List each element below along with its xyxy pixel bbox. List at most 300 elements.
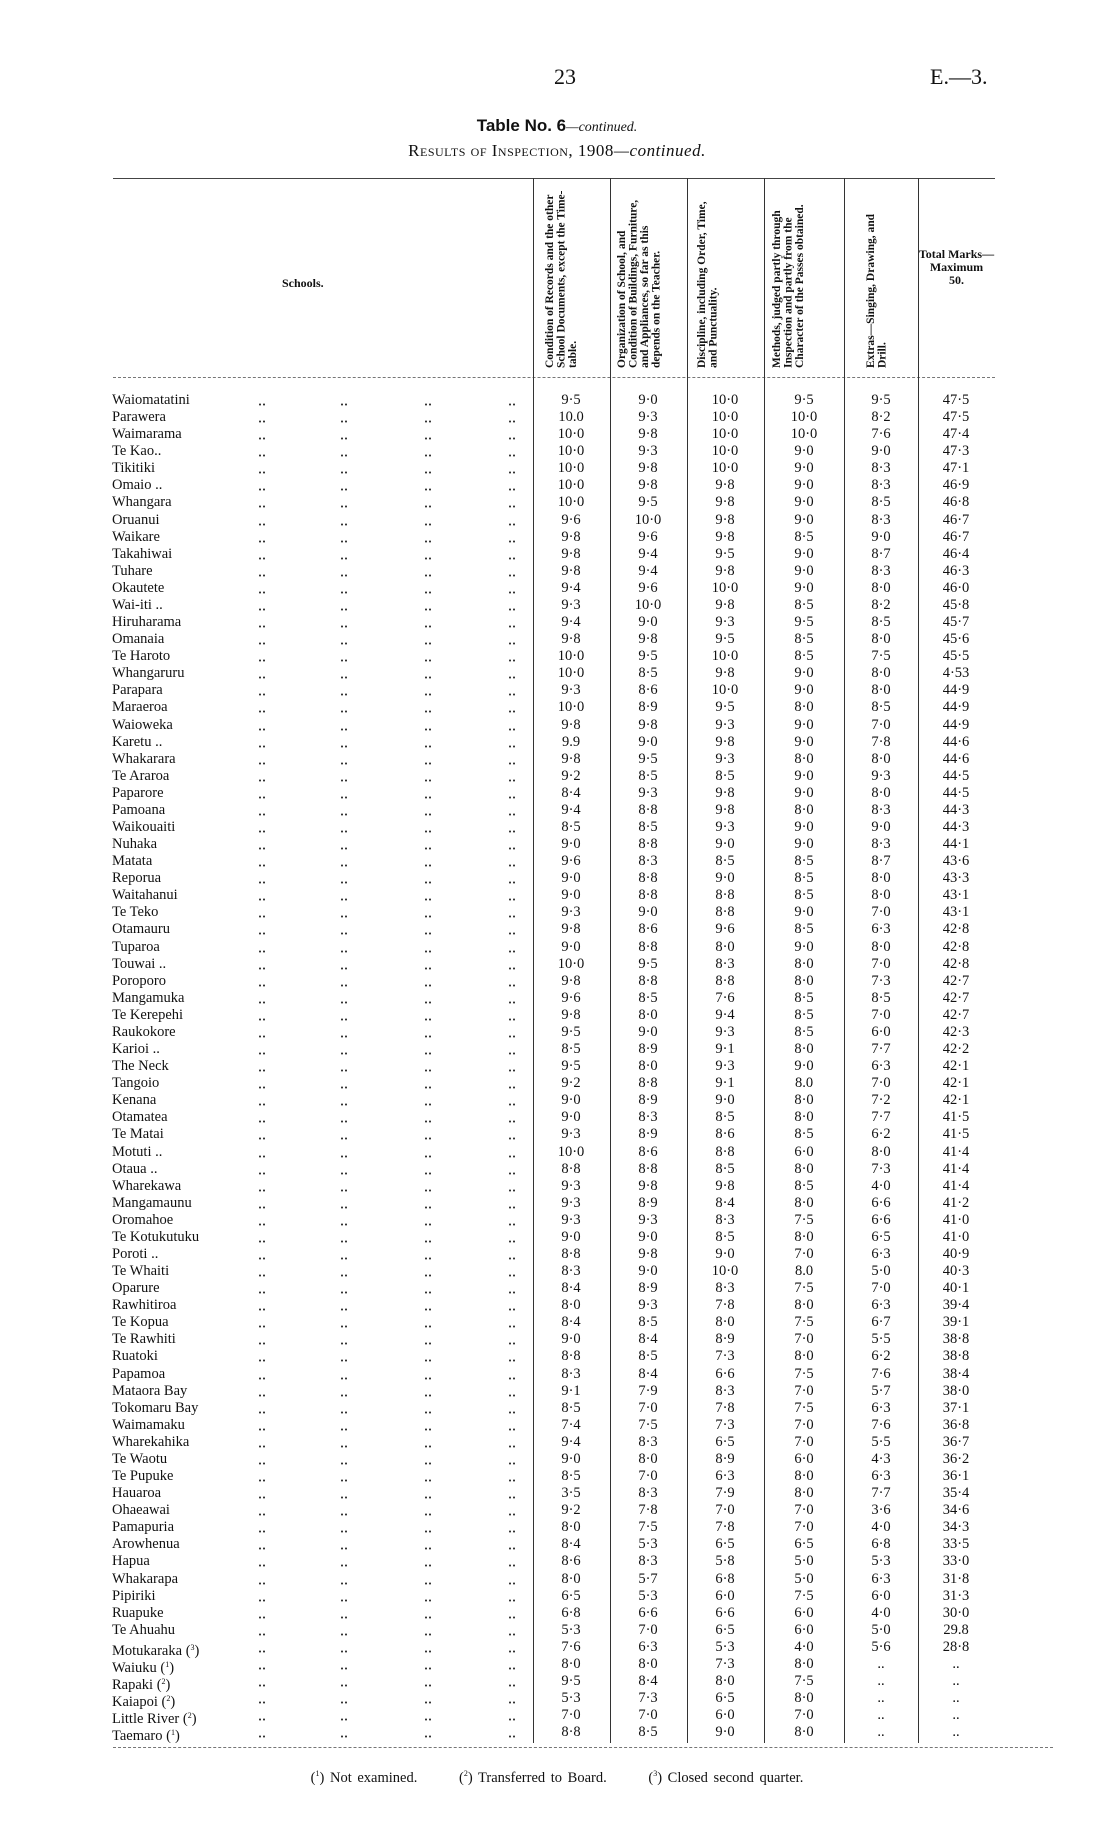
cell-total: 33·0 bbox=[942, 1553, 970, 1570]
leader-dots bbox=[258, 1462, 266, 1465]
cell-methods: 7·5 bbox=[794, 1587, 814, 1604]
cell-methods: 7·5 bbox=[794, 1280, 814, 1297]
cell-methods: 4·0 bbox=[794, 1638, 814, 1655]
leader-dots bbox=[508, 1206, 516, 1209]
leader-dots bbox=[508, 950, 516, 953]
cell-total: 44·5 bbox=[942, 767, 970, 784]
school-name: Hiruharama bbox=[112, 614, 182, 631]
leader-dots bbox=[340, 642, 348, 645]
footnote: ($^3$) Closed second quarter. bbox=[648, 1769, 804, 1786]
leader-dots bbox=[340, 864, 348, 867]
school-name: Te Waotu bbox=[112, 1450, 168, 1467]
cell-extras: 6·3 bbox=[871, 1468, 891, 1485]
leader-dots bbox=[508, 471, 516, 474]
cell-organization: 9·5 bbox=[638, 955, 658, 972]
table-row bbox=[0, 648, 1114, 665]
cell-discipline: 7·6 bbox=[715, 989, 735, 1006]
leader-dots bbox=[424, 1735, 432, 1738]
leader-dots bbox=[508, 505, 516, 508]
leader-dots bbox=[258, 505, 266, 508]
cell-extras: 7·0 bbox=[871, 716, 891, 733]
table-row bbox=[0, 1519, 1114, 1536]
cell-discipline: 8·8 bbox=[715, 1143, 735, 1160]
table-row bbox=[0, 939, 1114, 956]
leader-dots bbox=[340, 1257, 348, 1260]
leader-dots bbox=[340, 1359, 348, 1362]
cell-discipline: 7·3 bbox=[715, 1416, 735, 1433]
leader-dots bbox=[258, 881, 266, 884]
table-row bbox=[0, 751, 1114, 768]
leader-dots bbox=[424, 1155, 432, 1158]
cell-methods: 8·0 bbox=[794, 1655, 814, 1672]
cell-methods: 7·0 bbox=[794, 1246, 814, 1262]
cell-discipline: 8·8 bbox=[715, 904, 735, 921]
leader-dots bbox=[340, 1155, 348, 1158]
cell-discipline: 9·8 bbox=[715, 1177, 735, 1194]
table-row bbox=[0, 836, 1114, 853]
school-name: Te Pupuke bbox=[112, 1468, 174, 1485]
table-row bbox=[0, 426, 1114, 443]
cell-methods: 7·0 bbox=[794, 1502, 814, 1519]
leader-dots bbox=[258, 1359, 266, 1362]
leader-dots bbox=[424, 1069, 432, 1072]
cell-extras: 7·7 bbox=[871, 1041, 891, 1058]
leader-dots bbox=[508, 1513, 516, 1516]
cell-methods: 8·0 bbox=[794, 1092, 814, 1109]
leader-dots bbox=[340, 898, 348, 901]
cell-records: 9·1 bbox=[561, 1382, 581, 1399]
table-row bbox=[0, 1588, 1114, 1605]
school-name: Matata bbox=[112, 853, 153, 870]
school-name: Whangaruru bbox=[112, 665, 185, 682]
leader-dots bbox=[340, 523, 348, 526]
footnote-ref: ($^2$) bbox=[157, 1694, 176, 1711]
cell-methods: 9·0 bbox=[794, 733, 814, 750]
cell-discipline: 9·8 bbox=[715, 596, 735, 613]
leader-dots bbox=[424, 728, 432, 731]
cell-records: 9·5 bbox=[561, 392, 581, 408]
leader-dots bbox=[508, 1428, 516, 1431]
cell-discipline: 7·8 bbox=[715, 1297, 735, 1314]
cell-total: 43·1 bbox=[942, 887, 970, 904]
cell-records: 9·4 bbox=[561, 614, 581, 631]
cell-records: 9·4 bbox=[561, 579, 581, 596]
leader-dots bbox=[258, 1530, 266, 1533]
leader-dots bbox=[508, 745, 516, 748]
cell-organization: 8·5 bbox=[638, 767, 658, 784]
school-name: Hapua bbox=[112, 1553, 150, 1570]
table-row bbox=[0, 631, 1114, 648]
leader-dots bbox=[340, 488, 348, 491]
table-row bbox=[0, 1400, 1114, 1417]
leader-dots bbox=[424, 642, 432, 645]
cell-extras: .. bbox=[877, 1707, 885, 1724]
leader-dots bbox=[424, 932, 432, 935]
cell-records: 8·4 bbox=[561, 1280, 581, 1297]
cell-total: 42·8 bbox=[942, 938, 970, 955]
school-name: Te Matai bbox=[112, 1126, 164, 1143]
table-row bbox=[0, 990, 1114, 1007]
school-name: Oromahoe bbox=[112, 1211, 174, 1228]
cell-total: 36·1 bbox=[942, 1468, 970, 1485]
cell-organization: 7·8 bbox=[638, 1502, 658, 1519]
cell-total: 47·5 bbox=[942, 392, 970, 408]
cell-extras: 5·6 bbox=[871, 1638, 891, 1655]
leader-dots bbox=[340, 710, 348, 713]
cell-records: 8·6 bbox=[561, 1553, 581, 1570]
table-row bbox=[0, 1638, 1114, 1659]
cell-organization: 8·3 bbox=[638, 1433, 658, 1450]
leader-dots bbox=[258, 1394, 266, 1397]
leader-dots bbox=[424, 420, 432, 423]
cell-methods: 7·0 bbox=[794, 1416, 814, 1433]
cell-discipline: 8·4 bbox=[715, 1194, 735, 1211]
leader-dots bbox=[258, 950, 266, 953]
cell-extras: 8·7 bbox=[871, 853, 891, 870]
header-total-line: 50. bbox=[949, 273, 964, 287]
cell-records: 9·8 bbox=[561, 545, 581, 562]
cell-organization: 8·9 bbox=[638, 1280, 658, 1297]
cell-extras: 7·3 bbox=[871, 1160, 891, 1177]
cell-total: 43·1 bbox=[942, 904, 970, 921]
table-row bbox=[0, 1707, 1114, 1728]
cell-total: 42·3 bbox=[942, 1023, 970, 1040]
school-name: Poroti .. bbox=[112, 1246, 159, 1262]
school-name: Whangara bbox=[112, 494, 172, 511]
cell-organization: 9·0 bbox=[638, 1263, 658, 1280]
cell-extras: 6·3 bbox=[871, 1297, 891, 1314]
cell-records: 10·0 bbox=[557, 955, 585, 972]
cell-organization: 8·8 bbox=[638, 972, 658, 989]
cell-methods: 8·5 bbox=[794, 870, 814, 887]
leader-dots bbox=[340, 813, 348, 816]
cell-discipline: 8·8 bbox=[715, 972, 735, 989]
leader-dots bbox=[258, 1650, 266, 1653]
leader-dots bbox=[424, 1479, 432, 1482]
leader-dots bbox=[340, 1342, 348, 1345]
cell-extras: .. bbox=[877, 1690, 885, 1707]
footnote-ref-mark: 3 bbox=[190, 1642, 195, 1652]
cell-discipline: 9·8 bbox=[715, 511, 735, 528]
cell-discipline: 10·0 bbox=[711, 409, 739, 426]
cell-methods: 8·0 bbox=[794, 1485, 814, 1502]
cell-total: 35·4 bbox=[942, 1485, 970, 1502]
cell-total: 28·8 bbox=[942, 1638, 970, 1655]
table-row bbox=[0, 443, 1114, 460]
leader-dots bbox=[340, 1479, 348, 1482]
cell-organization: 8·8 bbox=[638, 1075, 658, 1092]
footnote-ref-mark: 2 bbox=[187, 1711, 192, 1721]
cell-records: 9·2 bbox=[561, 1075, 581, 1092]
table-row bbox=[0, 682, 1114, 699]
leader-dots bbox=[258, 1599, 266, 1602]
table-row bbox=[0, 563, 1114, 580]
cell-records: 8·8 bbox=[561, 1348, 581, 1365]
cell-organization: 9·0 bbox=[638, 392, 658, 408]
table-row bbox=[0, 1417, 1114, 1434]
cell-organization: 8·4 bbox=[638, 1331, 658, 1348]
cell-extras: .. bbox=[877, 1655, 885, 1672]
table-row bbox=[0, 717, 1114, 734]
leader-dots bbox=[340, 1206, 348, 1209]
cell-methods: 9·5 bbox=[794, 614, 814, 631]
leader-dots bbox=[340, 745, 348, 748]
cell-records: 10·0 bbox=[557, 699, 585, 716]
cell-organization: 8·8 bbox=[638, 1160, 658, 1177]
school-name: Te Ahuahu bbox=[112, 1621, 176, 1638]
cell-methods: 8·5 bbox=[794, 1023, 814, 1040]
cell-methods: 8·0 bbox=[794, 1724, 814, 1741]
leader-dots bbox=[258, 488, 266, 491]
leader-dots bbox=[258, 1103, 266, 1106]
page-number: 23 bbox=[554, 64, 576, 89]
cell-organization: 9·3 bbox=[638, 1211, 658, 1228]
leader-dots bbox=[508, 1462, 516, 1465]
cell-records: 9·0 bbox=[561, 1228, 581, 1245]
leader-dots bbox=[424, 967, 432, 970]
school-name: Paparore bbox=[112, 784, 164, 801]
leader-dots bbox=[508, 523, 516, 526]
table-row bbox=[0, 1502, 1114, 1519]
cell-organization: 8·9 bbox=[638, 1092, 658, 1109]
cell-discipline: 7·3 bbox=[715, 1655, 735, 1672]
footnote: ($^1$) Not examined. bbox=[310, 1769, 418, 1786]
leader-dots bbox=[508, 1530, 516, 1533]
cell-total: 30·0 bbox=[942, 1604, 970, 1621]
leader-dots bbox=[508, 437, 516, 440]
cell-total: 41·0 bbox=[942, 1228, 970, 1245]
leader-dots bbox=[508, 1137, 516, 1140]
leader-dots bbox=[258, 540, 266, 543]
leader-dots bbox=[508, 488, 516, 491]
cell-total: 39·1 bbox=[942, 1314, 970, 1331]
cell-methods: 9·0 bbox=[794, 836, 814, 853]
leader-dots bbox=[258, 1001, 266, 1004]
cell-total: 42·7 bbox=[942, 989, 970, 1006]
cell-total: .. bbox=[952, 1655, 960, 1672]
cell-records: 7·4 bbox=[561, 1416, 581, 1433]
cell-records: 8·8 bbox=[561, 1160, 581, 1177]
cell-extras: 7·5 bbox=[871, 648, 891, 665]
leader-dots bbox=[340, 1616, 348, 1619]
leader-dots bbox=[508, 1086, 516, 1089]
leader-dots bbox=[508, 1291, 516, 1294]
leader-dots bbox=[340, 1223, 348, 1226]
cell-extras: 7·6 bbox=[871, 426, 891, 443]
cell-records: 10·0 bbox=[557, 460, 585, 477]
cell-records: 8·3 bbox=[561, 1365, 581, 1382]
school-name: Waikouaiti bbox=[112, 819, 176, 835]
leader-dots bbox=[424, 1718, 432, 1721]
cell-discipline: 9·3 bbox=[715, 614, 735, 631]
header-top-rule bbox=[113, 178, 995, 179]
cell-total: 45·6 bbox=[942, 631, 970, 648]
cell-total: 38·0 bbox=[942, 1382, 970, 1399]
table-row bbox=[0, 1605, 1114, 1622]
leader-dots bbox=[424, 403, 432, 406]
leader-dots bbox=[340, 1377, 348, 1380]
leader-dots bbox=[258, 847, 266, 850]
cell-discipline: 9·8 bbox=[715, 733, 735, 750]
leader-dots bbox=[508, 1684, 516, 1687]
table-row bbox=[0, 1280, 1114, 1297]
leader-dots bbox=[340, 1530, 348, 1533]
cell-total: 39·4 bbox=[942, 1297, 970, 1314]
leader-dots bbox=[424, 1052, 432, 1055]
leader-dots bbox=[258, 1018, 266, 1021]
cell-records: 9·3 bbox=[561, 596, 581, 613]
leader-dots bbox=[258, 642, 266, 645]
leader-dots bbox=[508, 1189, 516, 1192]
school-name: Te Haroto bbox=[112, 648, 171, 665]
leader-dots bbox=[340, 1667, 348, 1670]
cell-extras: 6·2 bbox=[871, 1348, 891, 1365]
cell-organization: 8·9 bbox=[638, 1041, 658, 1058]
leader-dots bbox=[508, 1001, 516, 1004]
leader-dots bbox=[424, 1564, 432, 1567]
cell-discipline: 8·0 bbox=[715, 938, 735, 955]
cell-total: .. bbox=[952, 1690, 960, 1707]
footnote-ref: ($^1$) bbox=[162, 1728, 180, 1745]
table-row bbox=[0, 614, 1114, 631]
leader-dots bbox=[424, 1377, 432, 1380]
cell-discipline: 9·8 bbox=[715, 801, 735, 818]
leader-dots bbox=[258, 1445, 266, 1448]
header-methods: Methods, judged partly through Inspection and partly from the Character of the Passes obtained. bbox=[771, 204, 806, 368]
cell-organization: 9·0 bbox=[638, 1228, 658, 1245]
leader-dots bbox=[508, 693, 516, 696]
leader-dots bbox=[340, 1308, 348, 1311]
cell-discipline: 5·3 bbox=[715, 1638, 735, 1655]
school-name: Te Kopua bbox=[112, 1314, 169, 1331]
cell-organization: 9·8 bbox=[638, 460, 658, 477]
cell-records: 9·3 bbox=[561, 1194, 581, 1211]
leader-dots bbox=[340, 1035, 348, 1038]
footnote: ($^2$) Transferred to Board. bbox=[458, 1769, 607, 1786]
cell-organization: 7·3 bbox=[638, 1690, 658, 1707]
cell-total: 46·7 bbox=[942, 528, 970, 545]
leader-dots bbox=[340, 1599, 348, 1602]
cell-methods: 8·0 bbox=[794, 801, 814, 818]
leader-dots bbox=[508, 967, 516, 970]
cell-records: 3·5 bbox=[561, 1485, 581, 1502]
school-name: Otamauru bbox=[112, 921, 170, 938]
cell-organization: 8·0 bbox=[638, 1450, 658, 1467]
cell-records: 9·5 bbox=[561, 1673, 581, 1689]
leader-dots bbox=[508, 1240, 516, 1243]
leader-dots bbox=[508, 1718, 516, 1721]
leader-dots bbox=[258, 676, 266, 679]
cell-methods: 7·5 bbox=[794, 1399, 814, 1416]
cell-organization: 9·3 bbox=[638, 443, 658, 460]
cell-organization: 8·5 bbox=[638, 1348, 658, 1365]
leader-dots bbox=[508, 864, 516, 867]
table-row bbox=[0, 1178, 1114, 1195]
cell-total: 46·0 bbox=[942, 579, 970, 596]
leader-dots bbox=[258, 523, 266, 526]
cell-extras: 4·3 bbox=[871, 1450, 891, 1467]
cell-extras: .. bbox=[877, 1673, 885, 1689]
cell-organization: 9·4 bbox=[638, 545, 658, 562]
leader-dots bbox=[508, 1155, 516, 1158]
cell-total: 47·4 bbox=[942, 426, 970, 443]
leader-dots bbox=[258, 437, 266, 440]
table-subtitle-suffix: —continued. bbox=[613, 141, 706, 160]
cell-organization: 7·0 bbox=[638, 1707, 658, 1724]
cell-organization: 8·3 bbox=[638, 1109, 658, 1126]
cell-discipline: 8·0 bbox=[715, 1673, 735, 1689]
leader-dots bbox=[340, 881, 348, 884]
cell-extras: 9·3 bbox=[871, 767, 891, 784]
cell-total: 41·4 bbox=[942, 1177, 970, 1194]
leader-dots bbox=[258, 779, 266, 782]
leader-dots bbox=[258, 1257, 266, 1260]
cell-extras: 8·3 bbox=[871, 460, 891, 477]
leader-dots bbox=[340, 1650, 348, 1653]
cell-records: 9·2 bbox=[561, 767, 581, 784]
cell-extras: 7·0 bbox=[871, 1280, 891, 1297]
cell-extras: 7·0 bbox=[871, 904, 891, 921]
leader-dots bbox=[508, 591, 516, 594]
leader-dots bbox=[424, 591, 432, 594]
cell-methods: 8·0 bbox=[794, 750, 814, 767]
leader-dots bbox=[340, 693, 348, 696]
cell-methods: 6·0 bbox=[794, 1143, 814, 1160]
cell-total: 38·4 bbox=[942, 1365, 970, 1382]
cell-discipline: 10·0 bbox=[711, 426, 739, 443]
cell-records: 8·5 bbox=[561, 1399, 581, 1416]
leader-dots bbox=[424, 1001, 432, 1004]
cell-discipline: 8·3 bbox=[715, 1280, 735, 1297]
cell-organization: 8·8 bbox=[638, 887, 658, 904]
leader-dots bbox=[424, 1103, 432, 1106]
cell-methods: 8·0 bbox=[794, 955, 814, 972]
cell-discipline: 9·0 bbox=[715, 1092, 735, 1109]
cell-organization: 8·5 bbox=[638, 1724, 658, 1741]
leader-dots bbox=[340, 1018, 348, 1021]
cell-organization: 7·9 bbox=[638, 1382, 658, 1399]
leader-dots bbox=[508, 710, 516, 713]
cell-records: 10·0 bbox=[557, 665, 585, 682]
cell-records: 9·0 bbox=[561, 1109, 581, 1126]
cell-discipline: 9·8 bbox=[715, 528, 735, 545]
cell-organization: 9·4 bbox=[638, 562, 658, 579]
leader-dots bbox=[340, 1052, 348, 1055]
leader-dots bbox=[340, 1684, 348, 1687]
leader-dots bbox=[508, 898, 516, 901]
leader-dots bbox=[508, 1342, 516, 1345]
cell-methods: 9·0 bbox=[794, 819, 814, 835]
cell-organization: 8·8 bbox=[638, 801, 658, 818]
leader-dots bbox=[340, 915, 348, 918]
leader-dots bbox=[258, 915, 266, 918]
school-name: Wharekahika bbox=[112, 1433, 190, 1450]
cell-total: 46·9 bbox=[942, 477, 970, 494]
school-name: Ruapuke bbox=[112, 1604, 164, 1621]
leader-dots bbox=[258, 1274, 266, 1277]
cell-methods: 8·0 bbox=[794, 1690, 814, 1707]
cell-organization: 10·0 bbox=[634, 596, 662, 613]
leader-dots bbox=[258, 557, 266, 560]
cell-extras: 5·0 bbox=[871, 1263, 891, 1280]
table-row bbox=[0, 819, 1114, 836]
cell-records: 6·5 bbox=[561, 1587, 581, 1604]
cell-discipline: 6·8 bbox=[715, 1570, 735, 1587]
cell-total: 44·9 bbox=[942, 682, 970, 699]
leader-dots bbox=[258, 1684, 266, 1687]
cell-organization: 8·5 bbox=[638, 819, 658, 835]
leader-dots bbox=[258, 762, 266, 765]
